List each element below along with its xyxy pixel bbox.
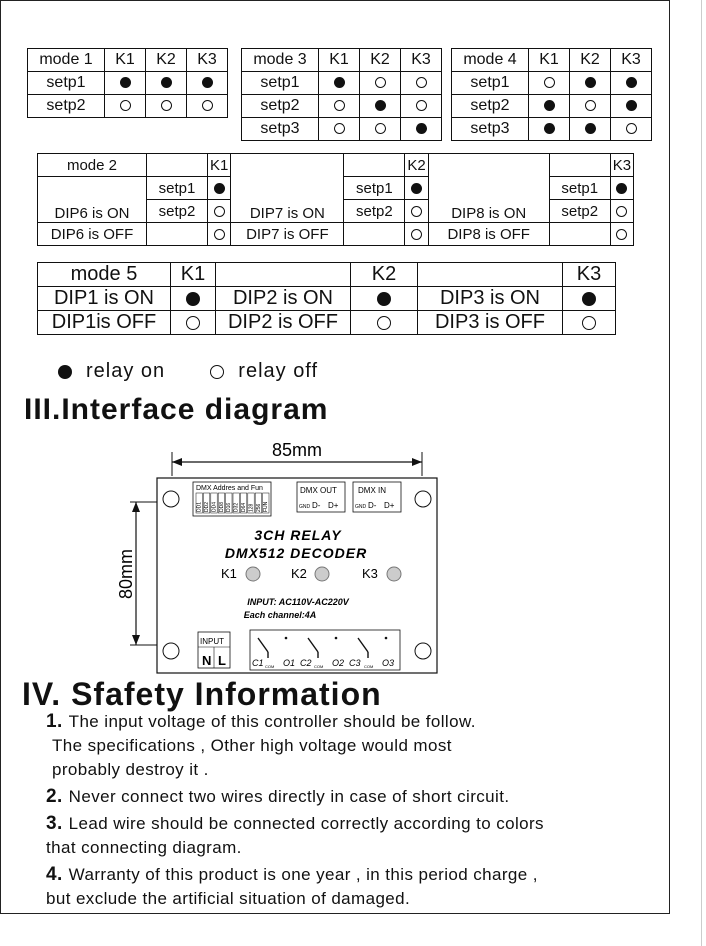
section3-heading: III.Interface diagram: [24, 393, 329, 426]
relay-on-icon: [186, 292, 200, 306]
mode3-row-label: setp2: [242, 95, 319, 118]
dip2-on: DIP2 is ON: [216, 287, 351, 311]
dip-switch-label: D16: [226, 502, 233, 512]
relay-off-icon: [544, 77, 555, 88]
mode2-setp2-c: setp2: [549, 200, 610, 223]
dip-switch-label: DD1: [196, 501, 203, 512]
board-title-1: 3CH RELAY: [254, 527, 342, 543]
relay-off-icon: [616, 229, 627, 240]
relay-on-icon: [411, 183, 422, 194]
relay-on-icon: [616, 183, 627, 194]
svg-text:INPUT: INPUT: [200, 637, 224, 646]
section4-heading: IV. Sfafety Information: [22, 676, 382, 712]
mode4-row-label: setp3: [452, 118, 529, 141]
svg-text:GND: GND: [355, 504, 367, 510]
relay-on-icon: [585, 77, 596, 88]
legend-off-label: relay off: [238, 360, 319, 382]
mode3-row-label: setp3: [242, 118, 319, 141]
dip-switch-label: D64: [241, 502, 247, 512]
svg-text:K3: K3: [362, 566, 378, 581]
relay-on-icon: [626, 77, 637, 88]
dip8-off: DIP8 is OFF: [428, 223, 549, 246]
channel-spec: Each channel:4A: [243, 610, 317, 620]
relay-off-icon: [411, 229, 422, 240]
mode2-k3: K3: [610, 154, 633, 177]
mode2-setp2-b: setp2: [344, 200, 405, 223]
mode5-title: mode 5: [38, 263, 171, 287]
svg-text:L: L: [218, 653, 226, 668]
relay-off-icon: [202, 100, 213, 111]
svg-text:C3: C3: [349, 658, 361, 668]
dip3-off: DIP3 is OFF: [418, 311, 563, 335]
svg-text:O3: O3: [382, 658, 395, 668]
k2-led: [315, 567, 329, 581]
svg-text:O1: O1: [283, 658, 296, 668]
relay-on-icon: [544, 100, 555, 111]
dip6-on: DIP6 is ON: [38, 177, 147, 223]
relay-off-icon: [582, 316, 596, 330]
relay-off-icon: [161, 100, 172, 111]
mode1-table: [27, 48, 228, 118]
legend-on-label: relay on: [86, 360, 166, 382]
relay-off-icon: [186, 316, 200, 330]
svg-text:DMX IN: DMX IN: [358, 486, 386, 495]
relay-off-icon: [377, 316, 391, 330]
height-label: 80mm: [116, 548, 136, 600]
dip6-off: DIP6 is OFF: [38, 223, 147, 246]
dip-switch-label: D32: [233, 502, 240, 512]
svg-text:D+: D+: [384, 501, 395, 510]
mode4-table: [451, 48, 652, 141]
dip7-on: DIP7 is ON: [231, 177, 344, 223]
mode4-title: mode 4: [452, 49, 529, 72]
relay-on-icon: [377, 292, 391, 306]
mode5-k2: K2: [351, 263, 418, 287]
dip1-off: DIP1is OFF: [38, 311, 171, 335]
relay-off-icon: [214, 229, 225, 240]
safety-item: 2. Never connect two wires directly in case of short circuit.: [46, 786, 510, 807]
relay-off-icon: [375, 123, 386, 134]
relay-on-icon: [585, 123, 596, 134]
mode4-col-2: K2: [570, 49, 611, 72]
svg-text:DMX OUT: DMX OUT: [300, 486, 337, 495]
svg-text:D+: D+: [328, 501, 339, 510]
svg-text:GND: GND: [299, 504, 311, 510]
input-spec: INPUT: AC110V-AC220V: [247, 597, 349, 607]
mode2-k2: K2: [405, 154, 428, 177]
dip3-on: DIP3 is ON: [418, 287, 563, 311]
svg-text:COM: COM: [314, 664, 324, 669]
relay-off-icon: [585, 100, 596, 111]
mode2-table: [37, 153, 634, 246]
width-label: 85mm: [271, 440, 323, 460]
dip8-on: DIP8 is ON: [428, 177, 549, 223]
dip2-off: DIP2 is OFF: [216, 311, 351, 335]
safety-item: 1. The input voltage of this controller should be follow.: [46, 711, 476, 732]
mode1-title: mode 1: [28, 49, 105, 72]
relay-off-icon: [616, 206, 627, 217]
dip-switch-label: 128: [248, 503, 255, 512]
mode4-row-label: setp1: [452, 72, 529, 95]
relay-off-icon: [334, 100, 345, 111]
relay-on-icon: [375, 100, 386, 111]
k3-led: [387, 567, 401, 581]
mode4-col-1: K1: [529, 49, 570, 72]
board-title-2: DMX512 DECODER: [224, 545, 368, 561]
svg-text:COM: COM: [364, 664, 374, 669]
svg-text:DMX Addres and Fun: DMX Addres and Fun: [196, 485, 263, 492]
svg-text:K2: K2: [291, 566, 307, 581]
svg-text:D-: D-: [368, 501, 377, 510]
relay-on-icon: [202, 77, 213, 88]
relay-off-icon: [416, 100, 427, 111]
relay-off-icon: [120, 100, 131, 111]
dip1-on: DIP1 is ON: [38, 287, 171, 311]
mode2-setp1-a: setp1: [147, 177, 208, 200]
interface-diagram: [100, 440, 460, 680]
relay-off-icon: [214, 206, 225, 217]
dip-switch-label: 256: [255, 503, 262, 512]
mode3-row-label: setp1: [242, 72, 319, 95]
mode5-table: [37, 262, 616, 335]
relay-on-icon: [582, 292, 596, 306]
relay-on-icon: [334, 77, 345, 88]
dip7-off: DIP7 is OFF: [231, 223, 344, 246]
safety-item-cont: The specifications , Other high voltage would most probably destroy it .: [52, 736, 452, 779]
page-edge: [701, 0, 702, 946]
mode5-k1: K1: [171, 263, 216, 287]
mode2-setp1-b: setp1: [344, 177, 405, 200]
dip-switch-label: FUN: [263, 501, 270, 512]
svg-text:C1: C1: [252, 658, 264, 668]
relay-on-icon: [214, 183, 225, 194]
k1-led: [246, 567, 260, 581]
svg-text:N: N: [202, 653, 212, 668]
mode1-col-1: K1: [105, 49, 146, 72]
svg-text:C2: C2: [300, 658, 312, 668]
dip-switch-label: DD4: [211, 501, 218, 512]
mode1-col-2: K2: [146, 49, 187, 72]
safety-list: [46, 710, 666, 914]
mode3-title: mode 3: [242, 49, 319, 72]
mode1-col-3: K3: [187, 49, 228, 72]
relay-on-icon: [544, 123, 555, 134]
dip-switch-label: DD2: [204, 501, 210, 512]
relay-off-icon: [334, 123, 345, 134]
mode2-setp2-a: setp2: [147, 200, 208, 223]
mode1-row-label: setp2: [28, 95, 105, 118]
mode2-title: mode 2: [38, 154, 147, 177]
mode3-col-2: K2: [360, 49, 401, 72]
relay-off-icon: [416, 77, 427, 88]
mode3-col-3: K3: [401, 49, 442, 72]
svg-text:O2: O2: [332, 658, 345, 668]
mode2-k1: K1: [208, 154, 231, 177]
mode2-setp1-c: setp1: [549, 177, 610, 200]
mode3-col-1: K1: [319, 49, 360, 72]
relay-legend: [58, 360, 318, 383]
relay-off-icon: [411, 206, 422, 217]
relay-off-icon: [210, 365, 224, 379]
relay-on-icon: [416, 123, 427, 134]
svg-text:D-: D-: [312, 501, 321, 510]
relay-on-icon: [120, 77, 131, 88]
relay-off-icon: [626, 123, 637, 134]
mode5-k3: K3: [563, 263, 616, 287]
mode3-table: [241, 48, 442, 141]
relay-on-icon: [161, 77, 172, 88]
mode4-col-3: K3: [611, 49, 652, 72]
relay-on-icon: [626, 100, 637, 111]
safety-item: 4. Warranty of this product is one year , in this period charge , but exclude the artificial situation of damaged.: [46, 864, 538, 908]
dip-switch-label: DD8: [218, 501, 225, 512]
svg-text:K1: K1: [221, 566, 237, 581]
relay-on-icon: [58, 365, 72, 379]
mode4-row-label: setp2: [452, 95, 529, 118]
svg-text:COM: COM: [265, 664, 275, 669]
relay-off-icon: [375, 77, 386, 88]
safety-item: 3. Lead wire should be connected correctly according to colors that connecting diagram.: [46, 813, 544, 857]
mode1-row-label: setp1: [28, 72, 105, 95]
